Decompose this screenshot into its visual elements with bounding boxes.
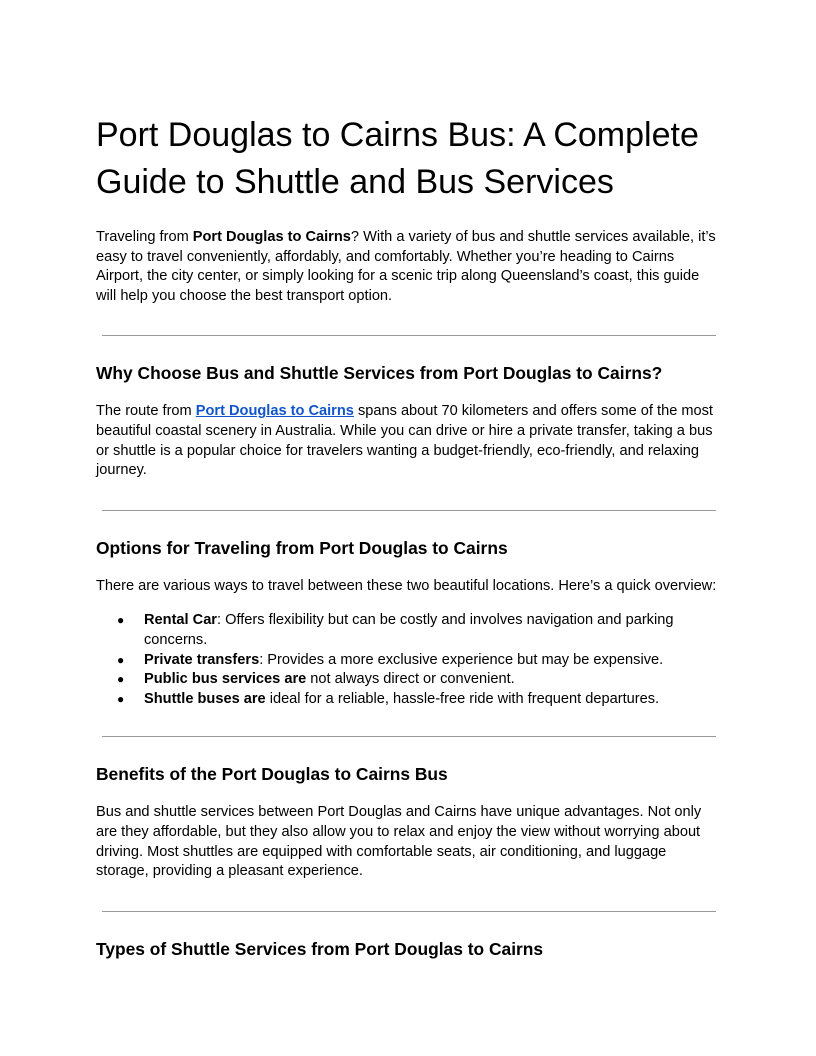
page-title: Port Douglas to Cairns Bus: A Complete Guide to Shuttle and Bus Services xyxy=(96,116,699,201)
list-item-text: : Provides a more exclusive experience but may be expensive. xyxy=(259,651,664,668)
section-heading-benefits: Benefits of the Port Douglas to Cairns Bus xyxy=(96,764,448,785)
list-item xyxy=(96,670,720,690)
intro-paragraph xyxy=(96,228,720,306)
list-item xyxy=(96,651,720,671)
list-item-bold: Rental Car xyxy=(144,612,217,629)
list-item-text: : Offers flexibility but can be costly and involves navigation and parking concerns. xyxy=(144,612,674,648)
divider xyxy=(102,911,716,912)
section-benefits-paragraph: Bus and shuttle services between Port Douglas and Cairns have unique advantages. Not only are they affordable, but they also allow you to relax and enjoy the view without worrying about driving. Most shuttles are equipped with comfortable seats, air conditioning, and luggage storage, providing a pleasant experience. xyxy=(96,804,702,880)
list-item-text: not always direct or convenient. xyxy=(306,671,515,688)
document-page xyxy=(96,112,720,978)
list-item-bold: Public bus services are xyxy=(144,671,307,688)
intro-suffix: ? With a variety of bus and shuttle services available, it’s easy to travel conveniently, affordably, and comfortably. Whether you’re heading to Cairns Airport, the city center, or simply looking for a scenic trip along Queensland’s coast, this guide will help you choose the best transport option. xyxy=(96,229,716,304)
list-item-text: ideal for a reliable, hassle-free ride with frequent departures. xyxy=(265,690,660,707)
options-list xyxy=(96,611,720,709)
divider xyxy=(102,736,716,737)
section-why-prefix: The route from xyxy=(96,403,196,420)
section-heading-types: Types of Shuttle Services from Port Douglas to Cairns xyxy=(96,938,544,959)
intro-prefix: Traveling from xyxy=(96,229,193,245)
port-douglas-to-cairns-link[interactable]: Port Douglas to Cairns xyxy=(195,403,354,420)
section-why-paragraph xyxy=(96,402,720,480)
intro-bold: Port Douglas to Cairns xyxy=(192,229,351,245)
section-why-suffix: spans about 70 kilometers and offers some of the most beautiful coastal scenery in Australia. While you can drive or hire a private transfer, taking a bus or shuttle is a popular choice for travelers wanting a budget-friendly, eco-friendly, and relaxing journey. xyxy=(96,403,713,479)
list-item xyxy=(96,611,720,650)
divider xyxy=(102,510,716,511)
list-item-bold: Private transfers xyxy=(144,651,260,668)
bullet-icon: ● xyxy=(117,613,125,628)
bullet-icon: ● xyxy=(117,672,125,687)
bullet-icon: ● xyxy=(117,652,125,667)
section-options-intro: There are various ways to travel between these two beautiful locations. Here’s a quick overview: xyxy=(96,577,717,594)
divider xyxy=(102,335,716,336)
section-heading-options: Options for Traveling from Port Douglas to Cairns xyxy=(96,537,508,558)
section-heading-why: Why Choose Bus and Shuttle Services from Port Douglas to Cairns? xyxy=(96,363,663,384)
bullet-icon: ● xyxy=(117,691,125,706)
list-item xyxy=(96,690,720,710)
list-item-bold: Shuttle buses are xyxy=(144,690,266,707)
